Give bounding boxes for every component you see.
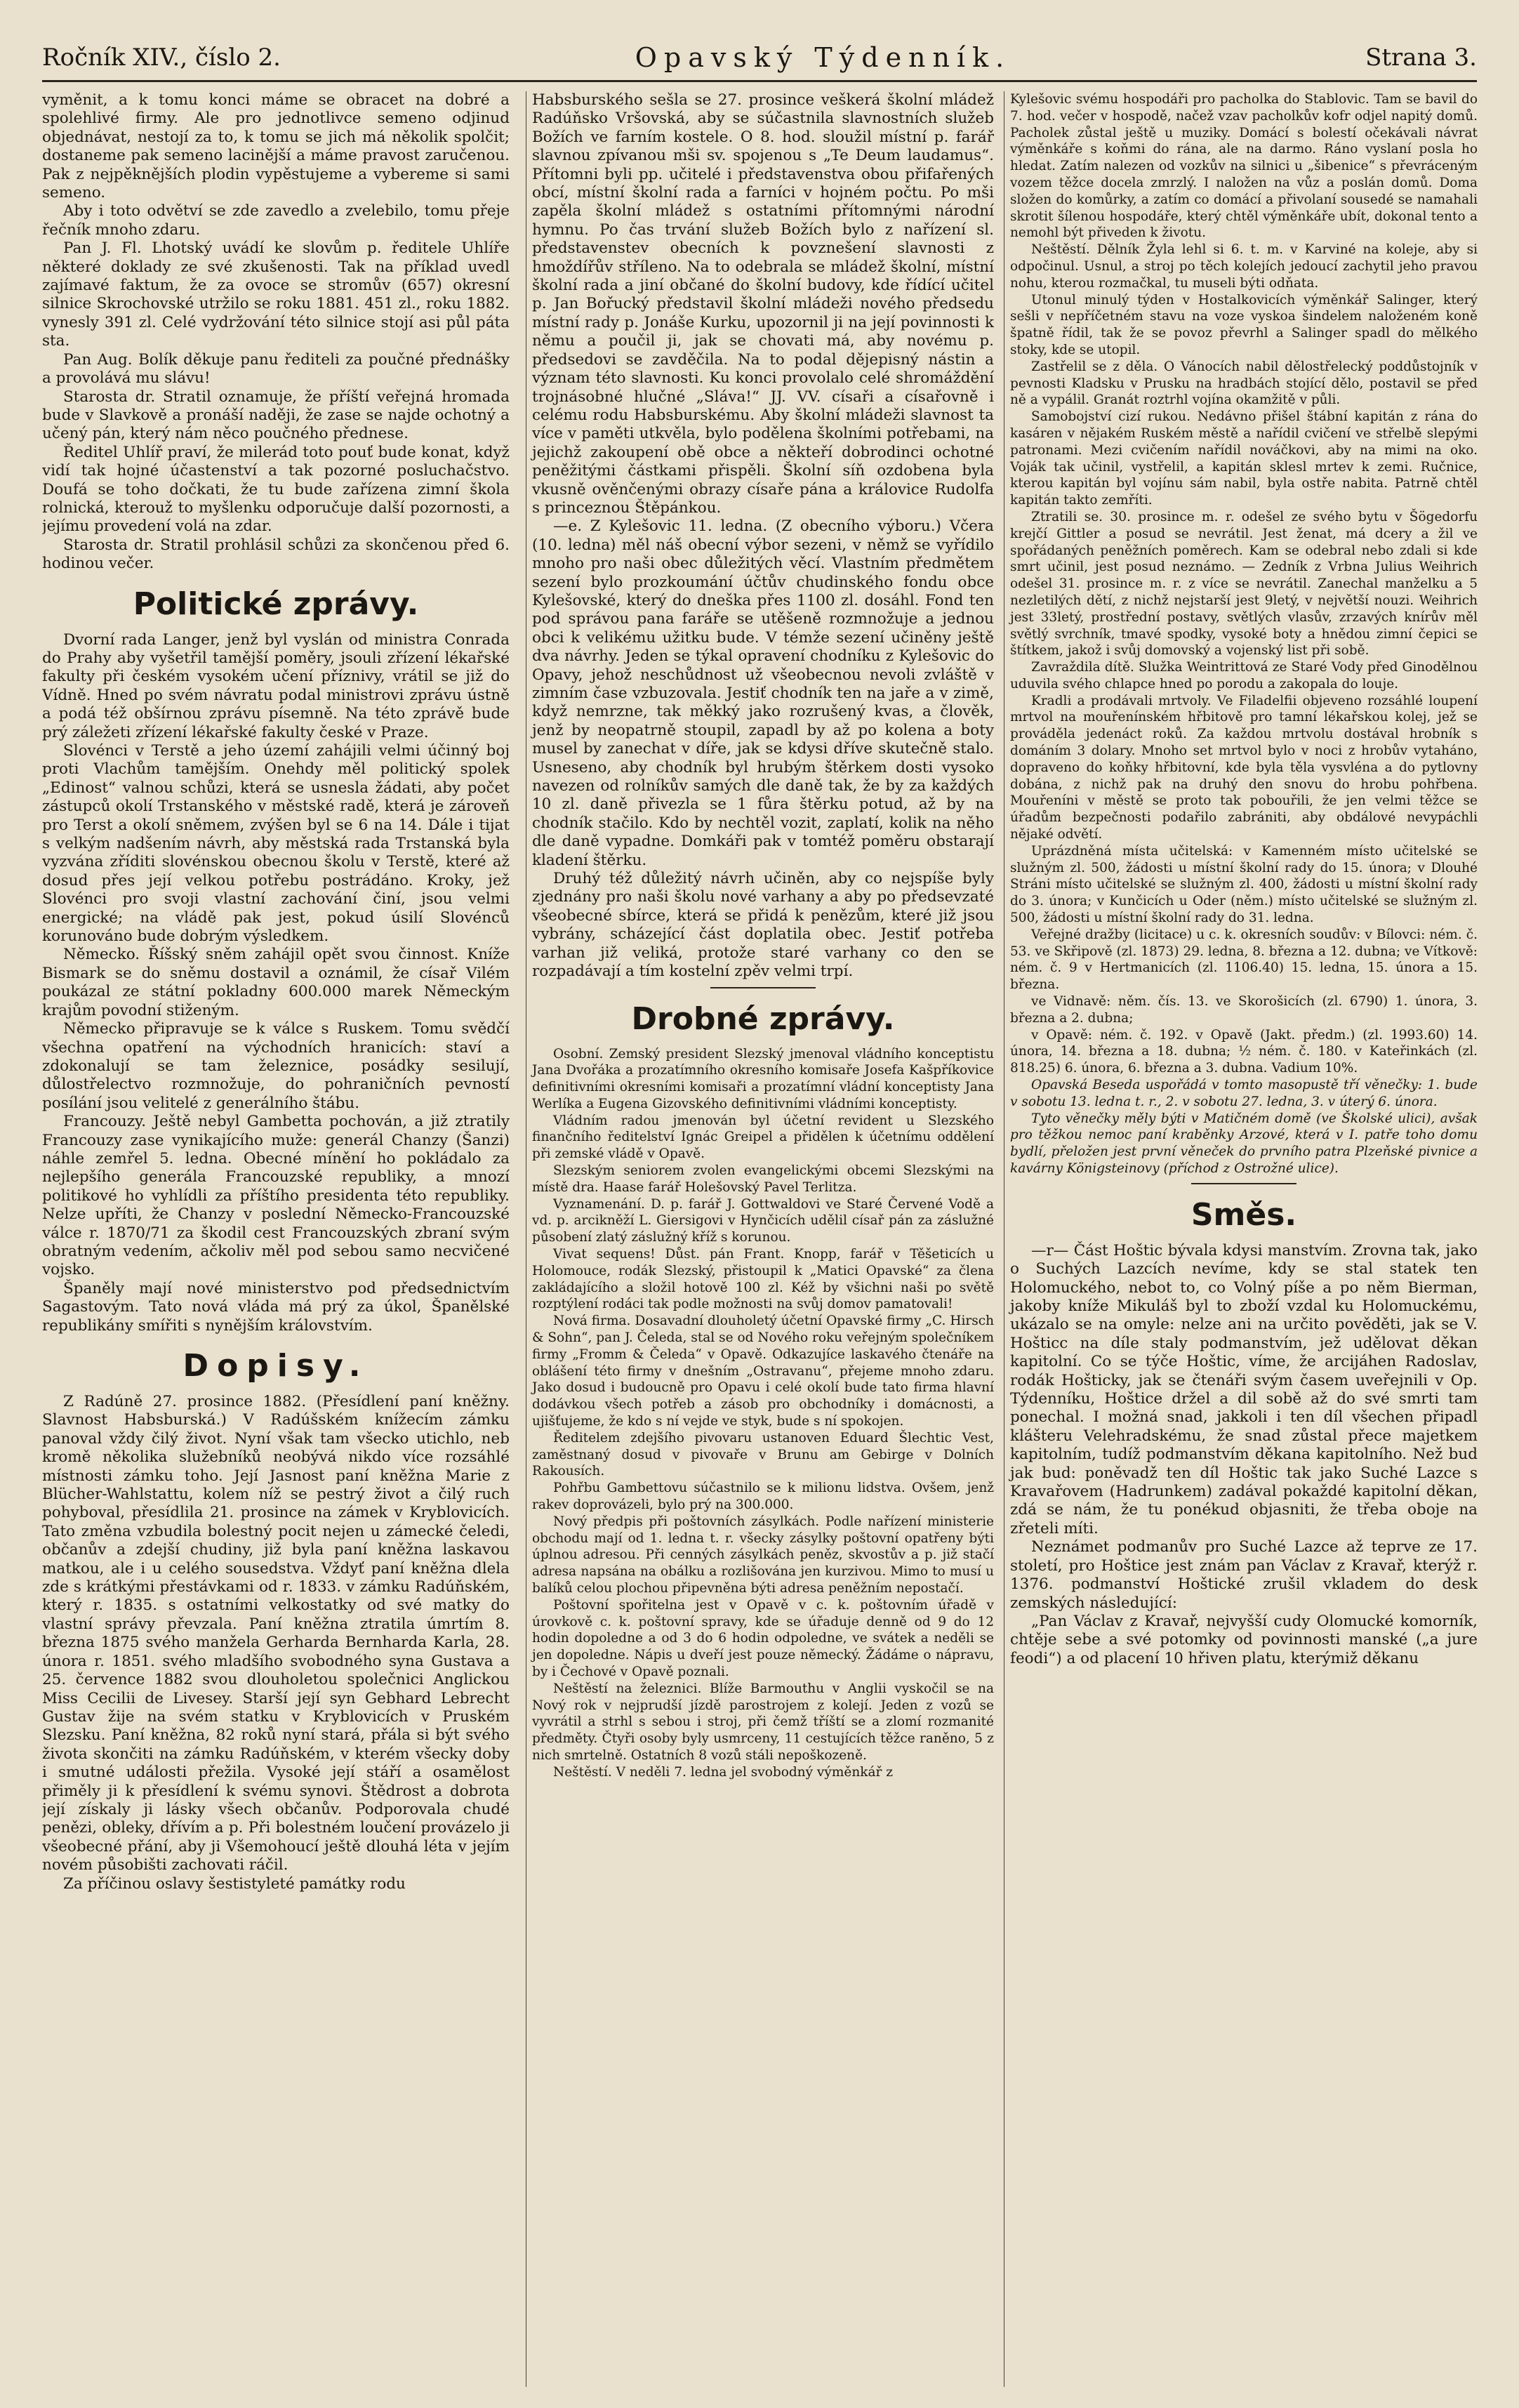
section-heading-smes: Směs. [1190, 1196, 1297, 1233]
page-number: Strana 3. [1365, 44, 1477, 72]
news-item: Samobojství cizí rukou. Nedávno přišel štábní kapitán z rána do kasáren v nějakém Ruském městě a nařídil cvičení ve střelbě slepými patronami. Mezi cvičením nařídil nováčkovi, aby na mimi na oko. Voják tak učinil, vystřelil, a kapitán sklesl mrtev k zemi. Ručnice, kterou kapitán byl vojínu sám nabil, byla ostře nabita. Patrně chtěl kapitán takto zemříti. [1010, 409, 1478, 508]
news-item: Ztratili se. 30. prosince m. r. odešel ze svého bytu v Šögedorfu krejčí Gittler a posud se nevrátil. Jest ženat, má dcery a žil ve spořádaných peněžních poměrech. Kam se odebral nebo zdali si kde smrt učinil, jest posud neznámo. — Zedník z Vrbna Julius Weihrich odešel 31. prosince m. r. z více se nevrátil. Zanechal manželku a 5 nezletilých dětí, z nichž nejstarší jest 9letý, v největší nouzi. Weihrich jest 33letý, prostřední postavy, světlých vlasův, zrzavých knírův měl světlý svrchník, tmavé spodky, vysoké boty a hnědou zimní čepici se štítkem, jakož i svůj domovský a vojenský list při sobě. [1010, 509, 1478, 659]
column-2 [526, 91, 994, 2387]
article-paragraph: vyměnit, a k tomu konci máme se obracet na dobré a spolehlivé firmy. Ale pro jednotlivce semeno odjinud objednávat, nestojí za to, k tomu se jich má několik spolčit; dostaneme pak semeno lacinější a máme pravost zaručenou. Pak z nejpěknějších plodin vypěstujeme a vybereme si sami semeno. [42, 91, 510, 202]
article-paragraph: Z Radúně 27. prosince 1882. (Přesídlení paní kněžny. Slavnost Habsburská.) V Radúšském knížecím zámku panoval vždy čilý život. Nyní však tam všecko utichlo, neb kromě několika služebníků neobývá nikdo více rozsáhlé místnosti zámku toho. Její Jasnost paní kněžna Marie z Blücher-Wahlstattu, kolem níž se pestrý život a čilý ruch pohyboval, přesídlila 21. prosince na zámek v Kryblovicích. Tato změna vzbudila bolestný pocit nejen u zámecké čeledi, občanův a zdejší chudiny, již byla paní kněžna laskavou matkou, ale i u celého sousedstva. Vždyť paní kněžna dlela zde s krátkými přestávkami od r. 1833. v zámku Radúňském, který r. 1835. s ostatními velkostatky od své matky do vlastní správy převzala. Paní kněžna ztratila úmrtím 8. března 1875 svého manžela Gerharda Bernharda Karla, 28. února r. 1851. svého mladšího svobodného syna Gustava a 25. července 1882 svou dlouholetou společnici Anglickou Miss Cecilii de Livesey. Starší její syn Gebhard Lebrecht Gustav žije na svém statku v Kryblovicích v Pruském Slezsku. Paní kněžna, 82 roků nyní stará, přála si být svého života skončiti na zámku Radúňském, v kterém všecky doby i smutné události přežila. Vysoké její stáří a osamělost přiměly ji k přesídlení k svému synovi. Štědrost a dobrota její získaly ji lásky všech občanův. Podporovala chudé penězi, obleky, dřívím a p. Při bolestném loučení provázelo ji všeobecné přání, aby ji Všemohoucí ještě dlouhá léta v jejím novém působišti zachovati ráčil. [42, 1393, 510, 1874]
news-item: Neštěstí. Dělník Žyla lehl si 6. t. m. v Karviné na koleje, aby si odpočinul. Usnul, a stroj po těch kolejích jedoucí zachytil jeho pravou nohu, kterou rozmačkal, tu museli býti odňata. [1010, 242, 1478, 291]
news-item: Uprázdněná místa učitelská: v Kamenném místo učitelské se služným zl. 500, žádosti u místní školní rady do 15. února; v Dlouhé Stráni místo učitelské se služným zl. 400, žádosti u místní školní rady do 3. února; v Kunčicích u Oder (něm.) místo učitelské se služným zl. 500, žádosti u místní školní rady do 31. ledna. [1010, 843, 1478, 926]
news-item: Nový předpis při poštovních zásylkách. Podle nařízení ministerie obchodu mají od 1. ledna t. r. všecky zásylky poštovní opatřeny býti úplnou adresou. Při cenných zásylkách peněz, skvostův a p. již stačí adresa napsána na obálku a rozlišována jen kurzivou. Mimo to musí u balíků celou plochou připevněna býti adresa peněžním nepostačí. [532, 1514, 994, 1596]
issue-label: Ročník XIV., číslo 2. [42, 44, 281, 72]
news-item: Utonul minulý týden v Hostalkovicích výměnkář Salinger, který sešli v nepříčetném stavu na voze vyskoa šindelem naloženém koně špatně řídil, tak že se povoz převrhl a Salinger spadl do mělkého stoky, kde se utopil. [1010, 292, 1478, 357]
news-item: Neštěstí na železnici. Blíže Barmouthu v Anglii vyskočil se na Nový rok v nejprudší jízdě parostrojem z kolejí. Jeden z vozů se vyvrátil a strhl s sebou i stroj, při čemž tříští se a zlomí rozmanité předměty. Čtyři osoby byly usmrceny, 11 cestujících těžce raněno, 5 z nich smrtelně. Ostatních 8 vozů stáli nepoškozeně. [532, 1681, 994, 1763]
section-heading-politicke: Politické zprávy. [133, 586, 419, 622]
column-3 [1004, 91, 1478, 2387]
article-paragraph: Španěly mají nové ministerstvo pod předsednictvím Sagastovým. Tato nová vláda má prý za úkol, Španělské republikány smířiti s nynějším královstvím. [42, 1279, 510, 1335]
news-item: Slezským seniorem zvolen evangelickými obcemi Slezskými na místě dra. Haase farář Holešovský Pavel Terlitza. [532, 1163, 994, 1195]
article-paragraph: Aby i toto odvětví se zde zavedlo a zvelebilo, tomu přeje řečník mnoho zdaru. [42, 202, 510, 239]
article-paragraph: Za příčinou oslavy šestistyleté památky rodu [63, 1874, 406, 1893]
news-item: Osobní. Zemský president Slezský jmenoval vládního konceptistu Jana Dvořáka a prozatímního okresního komisaře Josefa Kašpříkovice definitivními okresními komisaři a prozatímní vládní konceptisty Jana Werlíka a Eugena Gizovského definitivními vládními konceptisty. [532, 1046, 994, 1111]
news-item: Vládním radou jmenován byl účetní revident u Slezského finančního ředitelství Ignác Greipel a přidělen k účetnímu oddělení při zemské vládě v Opavě. [532, 1113, 994, 1162]
article-paragraph: Starosta dr. Stratil oznamuje, že příští veřejná hromada bude v Slavkově a pronáší naději, že zase se najde ochotný a učený pán, který nám něco poučného přednese. [42, 388, 510, 443]
column-1 [42, 91, 510, 2387]
news-item: Poštovní spořitelna jest v Opavě v c. k. poštovním úřadě v úrovkově c. k. poštovní spravy, kde se úřaduje denně od 9 do 12 hodin dopoledne a od 3 do 6 hodin odpoledne, ve svátek a neděli se jen dopoledne. Nápis u dveří jest pouze německý. Žádáme o nápravu, by i Čechové v Opavě poznali. [532, 1597, 994, 1679]
news-item: Nová firma. Dosavadní dlouholetý účetní Opavské firmy „C. Hirsch & Sohn“, pan J. Čeleda, stal se od Nového roku veřejným společníkem firmy „Fromm & Čeleda“ v Opavě. Odkazujíce laskavého čtenáře na oblášení této firmy v dnešním „Ostravanu“, přejeme mnoho zdaru. Jako dosud i budoucně pro Opavu i celé okolí bude tato firma hlavní dodávkou všech potřeb a zásob pro obchodníky i domácnosti, a ujišťujeme, že kdo s ní vejde ve styk, bude s ní spokojen. [532, 1314, 994, 1429]
article-paragraph: Habsburského sešla se 27. prosince veškerá školní mládež Radúňsko Vršovská, aby se súčastnila slavnostních služeb Božích ve farním kostele. O 8. hod. sloužil místní p. farář slavnou zpívanou mši sv. spojenou s „Te Deum laudamus“. Přítomni byli pp. učitelé i představenstva obou přifařených obcí, místní školní rada a farníci v hojném počtu. Po mši zapěla školní mládež s ostatními přítomnými národní hymnu. Po čas trvání služeb Božích bylo z nařízení sl. představenstev obecních k povznešení slavnosti z hmoždířův stříleno. Na to odebrala se mládež školní, místní školní rada a jiní občané do školní budovy, kde řídící učitel p. Jan Bořucký představil školní mládeži nového předsedu místní rady p. Jonáše Kurku, upozornil ji na její povinnosti k němu a poučil ji, jak se chovati má, aby novému p. předsedovi se zavděčila. Na to podal dějepisný nástin a význam této slavnosti. Ku konci provolalo celé shromáždění trojnásobné hlučné „Sláva!“ JJ. VV. císaři a císařovně i celému rodu Habsburskému. Aby školní mládeži slavnost ta více v paměti utkvěla, bylo podělena školními potřebami, na jejichž zakoupení obě obce a někteří dobrodinci ochotné peněžitými částkami přispěli. Školní síň ozdobena byla vkusně ověnčenými obrazy císaře pána a královice Rudolfa s princeznou Štěpánkou. [532, 91, 994, 517]
news-item: Zavraždila dítě. Služka Weintrittová ze Staré Vody před Ginodělnou uduvila svého chlapce hned po porodu a zakopala do louje. [1010, 660, 1478, 692]
news-item: Zastřelil se z děla. O Vánocích nabil dělostřelecký poddůstojník v pevnosti Kladsku v Prusku na hradbách stojící dělo, postavil se před ně a vypálil. Granát roztrhl vojína okamžitě v půli. [1010, 359, 1478, 408]
article-paragraph: Pan Aug. Bolík děkuje panu řediteli za poučné přednášky a provolává mu slávu! [42, 350, 510, 388]
announcement: Opavská Beseda uspořádá v tomto masopustě tří věnečky: 1. bude v sobotu 13. ledna t. r., 2. v sobotu 27. ledna, 3. v úterý 6. února. [1010, 1078, 1478, 1109]
article-paragraph: Starosta dr. Stratil prohlásil schůzi za skončenou před 6. hodinou večer. [42, 536, 510, 573]
article-paragraph: Slovénci v Terstě a jeho území zahájili velmi účinný boj proti Vlachům tamějším. Onehdy měl politický spolek „Edinost“ valnou schůzi, která se usnesla žádati, aby počet zástupců okolí Trstanského v městské radě, která je zároveň pro Terst a okolí sněmem, zvýšen byl se 6 na 14. Dále i tijat s velkým nadšením návrh, aby městská rada Trstanská byla vyzvána zříditi slovénskou obecnou školu v Terstě, které až dosud přes její velkou potřebu postrádáno. Kroky, jež Slovénci pro svoji vlastní zachování činí, jsou velmi energické; na vládě pak jest, pokud úsilí Slovénců korunováno bude dobrým výsledkem. [42, 742, 510, 946]
article-paragraph: Pan J. Fl. Lhotský uvádí ke slovům p. ředitele Uhlíře některé doklady ze své zkušenosti. Tak na příklad uvedl zajímavé faktum, že za ovoce se stromův (657) okresní silnice Skrochovské utržilo se roku 1881. 451 zl., roku 1882. vynesly 391 zl. Celé vydržování této silnice stojí asi půl páta sta. [42, 239, 510, 350]
article-paragraph: Dvorní rada Langer, jenž byl vyslán od ministra Conrada do Prahy aby vyšetřil tamější poměry, jsouli zřízení lékařské fakulty při českém vysokém učení příznivy, vrátil se již do Vídně. Hned po svém návratu podal ministrovi zprávu ústně a podá též obšírnou zprávu písemně. Na této zprávě bude prý záležeti zřízení lékařské fakulty české v Praze. [42, 630, 510, 741]
news-item: v Opavě: ném. č. 192. v Opavě (Jakt. předm.) (zl. 1993.60) 14. února, 14. března a 18. dubna; ½ ném. č. 180. v Kateřinkách (zl. 818.25) 6. února, 6. března a 3. dubna. Vadium 10%. [1010, 1027, 1478, 1076]
news-item: Neštěstí. V neděli 7. ledna jel svobodný výměnkář z [553, 1764, 893, 1780]
news-item: Veřejné dražby (licitace) u c. k. okresních soudův: v Bílovci: ném. č. 53. ve Skřipově (zl. 1873) 29. ledna, 8. března a 12. dubna; ve Vítkově: ném. č. 9 v Hertmanicích (zl. 1106.40) 15. ledna, 15. února a 15. března. [1010, 927, 1478, 993]
news-item: Vivat sequens! Důst. pán Frant. Knopp, farář v Těšeticích u Holomouce, rodák Slezský, přistoupil k „Matici Opavské“ za člena zakládajícího a složil hotově 100 zl. Kéž by všichni naši po světě rozptýlení rodáci tak podle možnosti na svůj domov pamatovali! [532, 1247, 994, 1312]
news-item: Kradli a prodávali mrtvoly. Ve Filadelfii objeveno rozsáhlé loupení mrtvol na mouřenínském hřbitově pro tamní lékařskou kolej, jež se prováděla jedenáct roků. Za každou mrtvolu dostával hrobník s dománím 3 dolary. Mnoho set mrtvol bylo v noci z hrobův vytaháno, dopraveno do koňky hřbitovní, kde byla těla vysvléna a do pytlovny dobána, z nichž pak na druhý den snovu do hrobu pohřbena. Mouřeníni v městě se proto tak pobouřili, že jen velmi těžce se úřadům bezpečnosti podařilo zabrániti, aby obdálové nevypáchli nějaké odvětí. [1010, 693, 1478, 842]
article-paragraph: Neznámet podmanův pro Suché Lazce až teprve ze 17. století, pro Hoštice jest znám pan Václav z Kravař, kterýž r. 1376. podmanství Hoštické zrušil vkladem do desk zemských následující: [1010, 1538, 1478, 1612]
section-heading-drobne: Drobné zprávy. [631, 1000, 895, 1037]
news-item: Vyznamenání. D. p. farář J. Gottwaldovi ve Staré Červené Vodě a vd. p. arcikněží L. Giersigovi v Hynčicích udělil císař pán za záslužné působení zlatý záslužný kříž s korunou. [532, 1196, 994, 1245]
news-item: Kylešovic svému hospodáři pro pacholka do Stablovic. Tam se bavil do 7. hod. večer v hospodě, načež vzav pacholkův kofr odjel napitý domů. Pacholek zůstal ještě u muziky. Domácí s bolestí očekávali návrat výměnkáře s koňmi do rána, ale na darmo. Ráno vyslaní posla ho hledat. Zatím nalezen od vozkův na silnici u „šibenice“ s převráceným vozem těžce docela zmrzlý. I naložen na vůz a poslán domů. Doma složen do komůrky, a zatím co domácí a přivolaní sousedé se namahali skrotit šílenou hospodáře, který chtěl výměnkáře ubít, dokonal tento a nemohl být přiveden k životu. [1010, 92, 1478, 241]
page-header [42, 35, 1477, 82]
article-paragraph: Francouzy. Ještě nebyl Gambetta pochován, a již ztratily Francouzy zase vynikajícího muže: generál Chanzy (Šanzi) náhle zemřel 5. ledna. Obecné mínění ho pokládalo za nejlepšího generála Francouzské republiky, a mnozí politikové ho vyhlídli za příštího presidenta této republiky. Nelze upříti, že Chanzy v poslední Německo-Francouzské válce r. 1870/71 za škodil cest Francouzských zbraní svým obratným vedením, ačkoliv měl pod sebou samo necvičené vojsko. [42, 1113, 510, 1279]
article-paragraph: —r— Část Hoštic bývala kdysi manstvím. Zrovna tak, jako o Suchých Lazcích nevíme, kdy se stal statek ten Holomuckého, nebot to, co Volný píše a po něm Bierman, jakoby kníže Mikuláš byl to zboží vzdal ku Holomuckému, ukázalo se na omyle: nelze ani na určito pověděti, jak se V. Hošticc na díle staly podmanstvím, jež udělovat děkan kapitolní. Co se týče Hoštic, víme, že arcijáhen Radoslav, rodák Hošticky, jak se čtenáři svým časem uveřejnili v Op. Týdenníku, Hoštice držel a dil sobě až do své smrti tam ponechal. I možná snad, jakkoli i ten díl všechen připadl klášteru Velehradskému, že snad zůstal přece majetkem kapitolním, tudíž podmanstvím děkana kapitolního. Než bud jak bud: poněvadž ten díl Hoštic tak jako Suché Lazce s Kravařovem (Hadrunkem) zadával pokaždé kapitolní děkan, zdá se nám, že tu ponékud objasniti, že třeba oboje na zřeteli míti. [1010, 1241, 1478, 1537]
divider [710, 987, 816, 988]
article-paragraph: —e. Z Kylešovic 11. ledna. (Z obecního výboru.) Včera (10. ledna) měl náš obecní výbor sezeni, v němž se vyřídilo mnoho pro naši obec důležitých věcí. Vlastním předmětem sezení bylo prozkoumání účtův chudinského fondu obce Kylešovské, který do dneška přes 1100 zl. dosáhl. Fond ten pod správou pana faráře se utěšeně rozmnožuje a jednou obci k velikému užitku bude. V témže sezení učiněny ještě dva návrhy. Jeden se týkal opravení chodníku z Kylešovic do Opavy, jehož neschůdnost už všeobecnou nevoli zvláště v zimním čase vzbuzovala. Jestiť chodník ten na jaře a v zimě, když nemrzne, tak měkký jako rozrušený kvas, a člověk, jenž by neopatrně stoupil, zapadl by až po kolena a boty musel by zanechat v díře, jak se kdysi dříve skutečně stalo. Usneseno, aby chodník byl hrubým štěrkem dosti vysoko navezen od rolníkův samých dle daně tak, že by za každých 10 zl. daně přivezla se 1 fůra štěrku potud, až by na chodník stačilo. Kdo by nechtěl vozit, zaplatí, kolik na něho dle daně vypadne. Domkáři pak v tomtéž poměru obstarají kladení štěrku. [532, 517, 994, 869]
news-item: Pohřbu Gambettovu súčastnilo se k milionu lidstva. Ovšem, jenž rakev doprovázeli, bylo prý na 300.000. [532, 1481, 994, 1513]
article-paragraph: Ředitel Uhlíř praví, že milerád toto pouť bude konat, když vidí tak hojné účastenství a tak pozorné posluchačstvo. Doufá se toho dočkati, že tu bude zařízena zimní škola rolnická, kterouž to myšlenku odporučuje další pozornosti, a jejímu provedení volá na zdar. [42, 443, 510, 536]
news-item: Ředitelem zdejšího pivovaru ustanoven Eduard Šlechtic Vest, zaměstnaný dosud v pivovaře v Brunu am Gebirge v Dolních Rakousích. [532, 1430, 994, 1479]
divider [1191, 1183, 1296, 1184]
newspaper-title: Opavský Týdenník. [635, 42, 1011, 73]
article-paragraph: Německo. Říšský sněm zahájil opět svou činnost. Kníže Bismark se do sněmu dostavil a oznámil, že císař Vilém poukázal ze státní pokladny 600.000 marek Německým krajům povodní stiženým. [42, 946, 510, 1019]
news-item: ve Vidnavě: něm. čís. 13. ve Skorošicích (zl. 6790) 1. února, 3. března a 2. dubna; [1010, 994, 1478, 1026]
article-paragraph: Německo připravuje se k válce s Ruskem. Tomu svědčí všechna opatření na východních hranicích: staví a zdokonalují se tam železnice, posádky sesilují, důlostřelectvo rozmnožuje, do pohraničních pevností posílání jsou velitelé z generálního štábu. [42, 1020, 510, 1112]
section-heading-dopisy: Dopisy. [183, 1348, 369, 1384]
article-paragraph: Druhý též důležitý návrh učiněn, aby co nejspíše byly zjednány pro naši školu nové varhany a aby po předsevzaté všeobecné sbírce, která se přidá k penězům, které již jsou vybrány, scházející část doplatila obec. Jestiť potřeba varhan již veliká, protože staré varhany co den se rozpadávají a tím kostelní zpěv velmi trpí. [532, 870, 994, 981]
article-paragraph: „Pan Václav z Kravař, nejvyšší cudy Olomucké komorník, chtěje sebe a své potomky od povinnosti manské („a jure feodi“) a od placení 10 hřiven platu, kterýmiž děkanu [1010, 1612, 1478, 1667]
announcement: Tyto věnečky měly býti v Matičném domě (ve Školské ulici), avšak pro těžkou nemoc paní kraběnky Arzové, která v I. patře toho domu bydlí, přeložen jest první věneček do prvního patra Plzeňské pivnice a kavárny Königsteinovy (příchod z Ostrožné ulice). [1010, 1111, 1478, 1176]
